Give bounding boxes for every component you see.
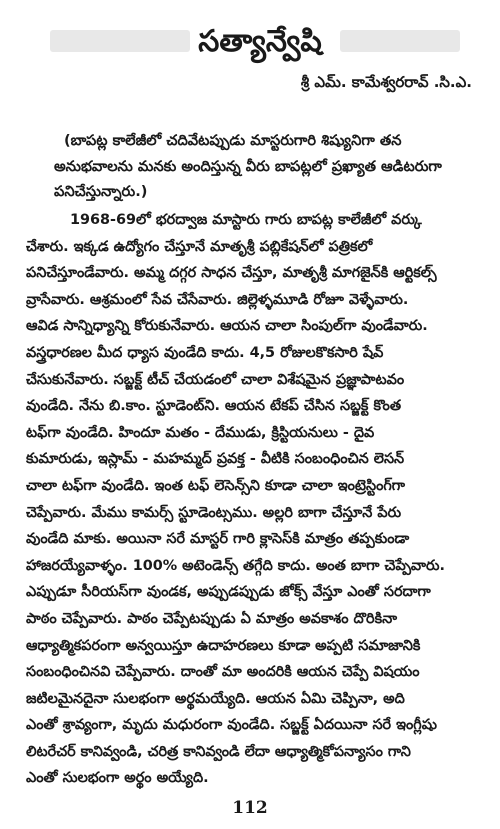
intro-line: (బాపట్ల కాలేజీలో చదివేటప్పుడు మాస్టరుగారి శిష్యునిగా తన <box>64 132 402 149</box>
body-line: చేశారు. ఇక్కడ ఉద్యోగం చేస్తూనే మాతృశ్రీ పబ్లికేషన్‌లో పత్రికలో <box>26 238 373 255</box>
page-number: 112 <box>232 798 268 818</box>
title-band <box>40 20 480 66</box>
body-line: జటిలమైనదైనా సులభంగా అర్థమయ్యేది. ఆయన ఏమి చెప్పినా, అది <box>26 690 405 707</box>
body-line: ఎంతో శ్రావ్యంగా, మృదు మధురంగా వుండేది. సబ్జక్ట్ ఏదయినా సరే ఇంగ్లీషు <box>26 717 437 734</box>
body-line: హాజరయ్యేవాళ్ళం. 100% అటెండెన్స్ తగ్గేది కాదు. అంత బాగా చెప్పేవారు. <box>26 557 445 574</box>
body-line: లిటరేచర్ కానివ్వండి, చరిత్ర కానివ్వండి లేదా ఆధ్యాత్మికోపన్యాసం గాని <box>26 743 411 760</box>
body-line: వుండేది. నేను బి.కాం. స్టూడెంట్‌ని. ఆయన టేకప్ చేసిన సబ్జక్ట్ కొంత <box>26 398 402 415</box>
body-line: ఆధ్యాత్మికపరంగా అన్వయిస్తూ ఉదాహరణలు కూడా అప్పటి సమాజానికి <box>26 637 421 654</box>
body-line: చెప్పేవారు. మేము కామర్స్ స్టూడెంట్సము. అల్లరి బాగా చేస్తూనే పేరు <box>26 504 402 521</box>
body-line: టఫ్‌గా వుండేది. హిందూ మతం - దేముడు, క్రిస్టియనులు - దైవ <box>26 424 375 441</box>
body-line: వస్త్రధారణల మీద ధ్యాస వుండేది కాదు. 4,5 రోజులకొకసారి షేవ్ <box>26 344 384 361</box>
body-line: పాఠం చెప్పేవారు. పాఠం చెప్పేటప్పుడు ఏ మాత్రం అవకాశం దొరికినా <box>26 610 398 627</box>
body-line: 1968-69లో భరద్వాజ మాస్టారు గారు బాపట్ల కాలేజీలో వర్కు <box>70 212 422 228</box>
page-title: సత్యాన్వేషి <box>198 24 322 59</box>
body-line: పనిచేస్తూండేవారు. అమ్మ దగ్గర సాధన చేస్తూ, మాతృశ్రీ మాగజైన్‌కి ఆర్టికల్స్ <box>26 265 437 282</box>
body-line: చేసుకునేవారు. సబ్జక్ట్ టీచ్ చేయడంలో చాలా విశేషమైన ప్రజ్ఞాపాటవం <box>26 371 405 388</box>
intro-line: అనుభవాలను మనకు అందిస్తున్న వీరు బాపట్లలో ప్రఖ్యాత ఆడిటరుగా <box>54 157 442 175</box>
intro-note <box>54 128 484 205</box>
body-line: చాలా టఫ్‌గా వుండేది. ఇంత టఫ్ లెసెన్స్‌ని కూడా చాలా ఇంట్రెస్టింగ్‌గా <box>26 477 406 494</box>
author-line: శ్రీ ఎమ్. కామేశ్వరరావ్ .సి.ఎ. <box>300 73 472 91</box>
body-line: ఆవిడ సాన్నిధ్యాన్ని కోరుకునేవారు. ఆయన చాలా సింపుల్‌గా వుండేవారు. <box>26 318 428 335</box>
body-text <box>26 207 482 792</box>
body-line: కుమారుడు, ఇస్లామ్ - మహమ్మద్ ప్రవక్త - వీటికి సంబంధించిన లెసన్ <box>26 451 405 468</box>
body-line: వ్రాసేవారు. ఆశ్రమంలో సేవ చేసేవారు. జిల్లెళ్ళమూడి రోజూ వెళ్ళేవారు. <box>26 291 409 308</box>
body-line: ఎంతో సులభంగా అర్థం అయ్యేది. <box>26 770 209 787</box>
intro-line: పనిచేస్తున్నారు.) <box>54 183 148 200</box>
body-line: ఎప్పుడూ సీరియస్‌గా వుండక, అప్పుడప్పుడు జోక్స్ వేస్తూ ఎంతో సరదాగా <box>26 584 431 601</box>
body-line: సంబంధించినవి చెప్పేవారు. దాంతో మా అందరికి ఆయన చెప్పే విషయం <box>26 664 420 681</box>
body-line: వుండేది మాకు. అయినా సరే మాస్టర్ గారి క్లాసెస్‌కి మాత్రం తప్పకుండా <box>26 531 410 548</box>
